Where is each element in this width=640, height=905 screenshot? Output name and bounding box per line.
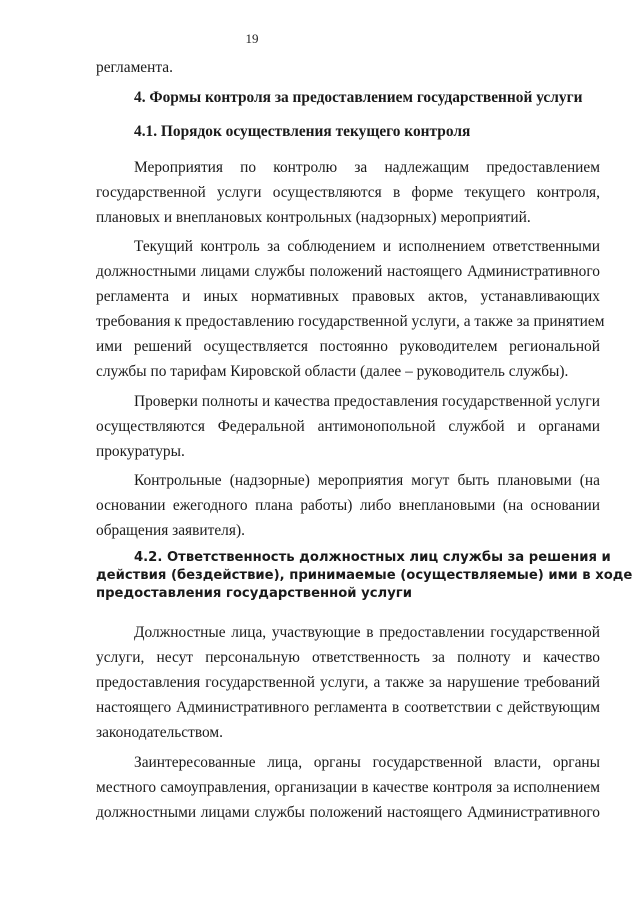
paragraph-line: регламента. bbox=[96, 59, 173, 76]
subsection-heading: 4.1. Порядок осуществления текущего контроля bbox=[134, 123, 471, 140]
section-heading: 4. Формы контроля за предоставлением государственной услуги bbox=[134, 89, 583, 106]
paragraph-line: требования к предоставлению государственной услуги, а также за принятием bbox=[96, 313, 605, 330]
subsection-heading: 4.2. Ответственность должностных лиц службы за решения и bbox=[134, 550, 611, 565]
paragraph-line: Контрольные (надзорные) мероприятия могут быть плановыми (на bbox=[134, 472, 600, 489]
paragraph-line: обращения заявителя). bbox=[96, 522, 245, 539]
paragraph-line: государственной услуги осуществляются в форме текущего контроля, bbox=[96, 184, 600, 201]
subsection-heading: действия (бездействие), принимаемые (осуществляемые) ими в ходе bbox=[96, 568, 633, 583]
paragraph-line: законодательством. bbox=[96, 724, 224, 741]
paragraph-line: должностными лицами службы положений настоящего Административного bbox=[96, 804, 600, 821]
paragraph-line: службы по тарифам Кировской области (далее – руководитель службы). bbox=[96, 363, 569, 380]
paragraph-line: плановых и внеплановых контрольных (надзорных) мероприятий. bbox=[96, 209, 531, 226]
paragraph-line: Текущий контроль за соблюдением и исполнением ответственными bbox=[134, 238, 600, 255]
paragraph-line: Мероприятия по контролю за надлежащим предоставлением bbox=[134, 159, 600, 176]
paragraph-line: Заинтересованные лица, органы государственной власти, органы bbox=[134, 754, 600, 771]
paragraph-line: должностными лицами службы положений настоящего Административного bbox=[96, 263, 600, 280]
paragraph-line: Должностные лица, участвующие в предоставлении государственной bbox=[134, 624, 600, 641]
paragraph-line: ими решений осуществляется постоянно руководителем региональной bbox=[96, 338, 600, 355]
subsection-heading: предоставления государственной услуги bbox=[96, 586, 412, 601]
paragraph-line: прокуратуры. bbox=[96, 443, 185, 460]
paragraph-line: осуществляются Федеральной антимонопольной службой и органами bbox=[96, 418, 600, 435]
paragraph-line: настоящего Административного регламента в соответствии с действующим bbox=[96, 699, 600, 716]
paragraph-line: Проверки полноты и качества предоставления государственной услуги bbox=[134, 393, 600, 410]
paragraph-line: основании ежегодного плана работы) либо внеплановыми (на основании bbox=[96, 497, 600, 514]
page-number: 19 bbox=[245, 31, 259, 46]
paragraph-line: регламента и иных нормативных правовых актов, устанавливающих bbox=[96, 288, 600, 305]
paragraph-line: услуги, несут персональную ответственность за полноту и качество bbox=[96, 649, 600, 666]
paragraph-line: предоставления государственной услуги, а также за нарушение требований bbox=[96, 674, 600, 691]
paragraph-line: местного самоуправления, организации в качестве контроля за исполнением bbox=[96, 779, 600, 796]
